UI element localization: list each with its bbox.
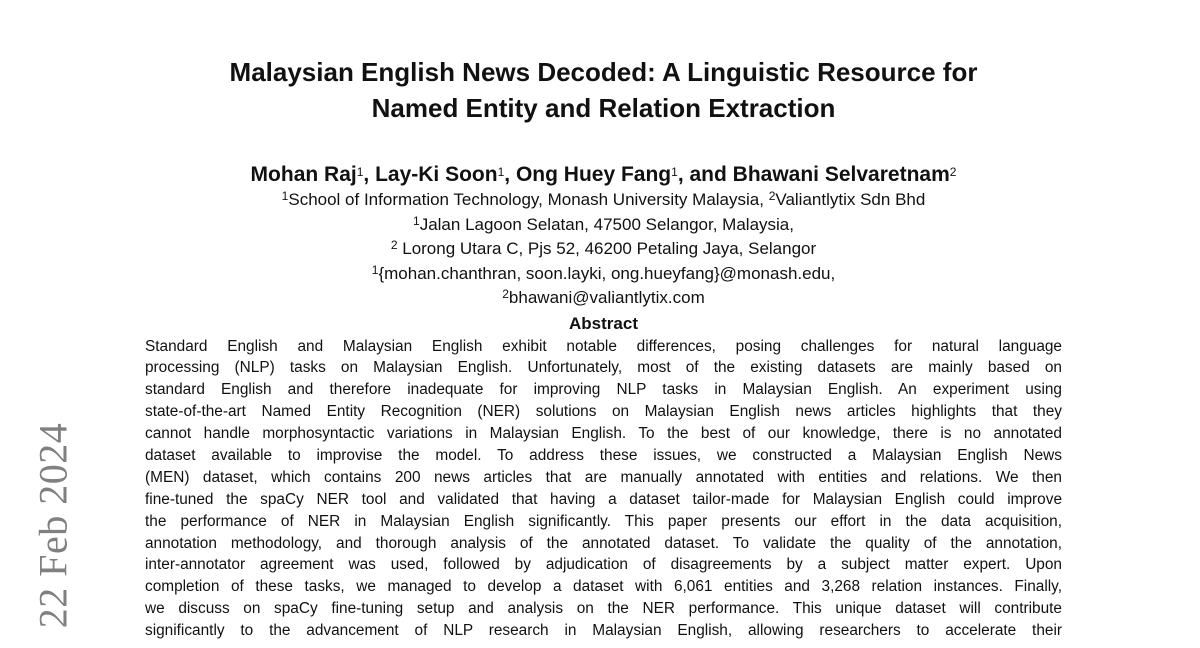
- affiliation-text: School of Information Technology, Monash University Malaysia,: [288, 190, 769, 209]
- affiliation-line: [145, 286, 1062, 311]
- affiliation-mark: 1: [281, 189, 289, 203]
- paper-title-line-2: Named Entity and Relation Extraction: [371, 93, 836, 123]
- affiliation-mark: 1: [371, 262, 379, 277]
- paper-title-line-1: Malaysian English News Decoded: A Linguistic Resource for: [229, 57, 978, 87]
- abstract-heading: Abstract: [569, 313, 638, 333]
- affiliation-text: bhawani@valiantlytix.com: [508, 288, 705, 307]
- arxiv-date-stamp: [31, 420, 75, 630]
- abstract-line: cannot handle morphosyntactic variations in Malaysian English. To the best of our knowledge, there is no annotated: [145, 425, 1062, 443]
- affiliation-line: [145, 237, 1062, 262]
- author-affiliation-mark: 1: [671, 165, 678, 179]
- paper-page: [145, 54, 1062, 642]
- abstract-line: fine-tuned the spaCy NER tool and validated that having a dataset tailor-made for Malaysian English could improve: [145, 490, 1062, 508]
- author-name: Ong Huey Fang: [515, 163, 672, 186]
- affiliation-line: [145, 262, 1062, 287]
- author-separator: ,: [504, 163, 516, 186]
- abstract-line: state-of-the-art Named Entity Recognition (NER) solutions on Malaysian English news articles highlights that they: [145, 403, 1062, 421]
- abstract-line: significantly to the advancement of NLP research in Malaysian English, allowing researchers to accelerate their: [145, 622, 1062, 640]
- author-separator: ,: [363, 163, 376, 186]
- affiliation-text: Lorong Utara C, Pjs 52, 46200 Petaling Jaya, Selangor: [397, 239, 817, 258]
- affiliation-mark: 2: [390, 238, 398, 252]
- affiliation-line: [145, 188, 1062, 213]
- author-affiliation-mark: 2: [949, 165, 957, 179]
- abstract-line: annotation methodology, and thorough analysis of the annotated dataset. To validate the quality of the annotation,: [145, 534, 1062, 552]
- abstract-line: completion of these tasks, we managed to develop a dataset with 6,061 entities and 3,268 relation instances. Finally,: [145, 578, 1062, 596]
- affiliation-text: {mohan.chanthran, soon.layki, ong.hueyfang}@monash.edu,: [378, 263, 836, 283]
- author-affiliation-mark: 1: [356, 165, 364, 179]
- paper-title: [145, 54, 1062, 126]
- affiliation-block: [145, 188, 1062, 311]
- affiliation-mark: 1: [413, 213, 420, 228]
- author-separator: , and: [677, 163, 733, 186]
- author-name: Lay-Ki Soon: [375, 163, 498, 186]
- abstract-line: processing (NLP) tasks on Malaysian English. Unfortunately, most of the existing datasets are mainly based on: [145, 359, 1062, 377]
- author-list: [145, 162, 1062, 188]
- abstract-line: (MEN) dataset, which contains 200 news articles that are manually annotated with entities and relations. We then: [145, 468, 1062, 486]
- abstract-line: dataset available to improvise the model. To address these issues, we constructed a Malaysian English News: [145, 446, 1062, 464]
- abstract-line: Standard English and Malaysian English exhibit notable differences, posing challenges for natural language: [145, 337, 1062, 355]
- affiliation-text: Jalan Lagoon Selatan, 47500 Selangor, Malaysia,: [419, 214, 794, 234]
- abstract-body: [145, 336, 1062, 642]
- arxiv-date-text: 22 Feb 2024: [30, 422, 76, 628]
- abstract-line: the performance of NER in Malaysian English significantly. This paper presents our effort in the data acquisition,: [145, 512, 1062, 530]
- affiliation-mark: 2: [502, 287, 509, 301]
- abstract-line: we discuss on spaCy fine-tuning setup and analysis on the NER performance. This unique dataset will contribute: [145, 600, 1062, 618]
- affiliation-text: Valiantlytix Sdn Bhd: [775, 190, 926, 209]
- abstract-line: standard English and therefore inadequate for improving NLP tasks in Malaysian English. An experiment using: [145, 381, 1062, 399]
- author-name: Bhawani Selvaretnam: [732, 163, 950, 186]
- affiliation-mark: 2: [768, 189, 776, 203]
- affiliation-line: [145, 213, 1062, 238]
- abstract-line: inter-annotator agreement was used, followed by adjudication of disagreements by a subject matter expert. Upon: [145, 556, 1062, 574]
- author-affiliation-mark: 1: [497, 165, 505, 179]
- author-name: Mohan Raj: [250, 163, 357, 186]
